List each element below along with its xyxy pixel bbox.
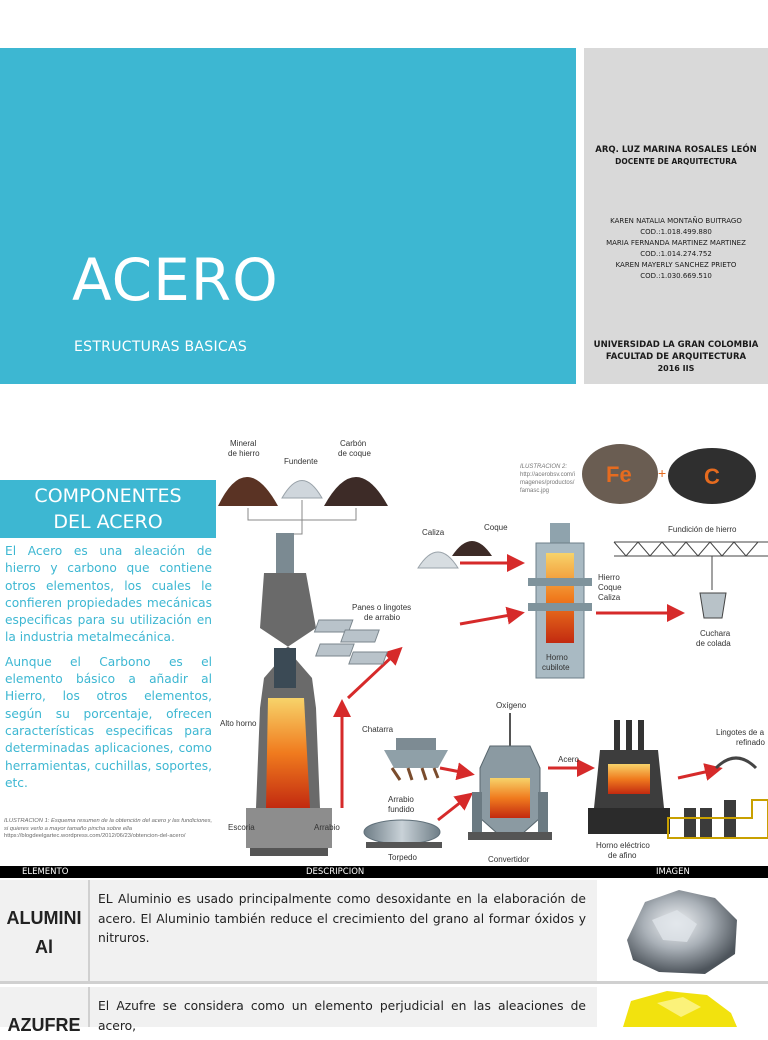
label-mineral: de hierro <box>228 449 260 458</box>
components-paragraph: Aunque el Carbono es el elemento básico a añadir al Hierro, los otros elementos, según su porcentaje, ofrecen características especificas para determinadas aplicaciones, como herramientas, cuchillas, soportes, etc. <box>5 654 212 790</box>
element-name <box>0 987 90 1035</box>
label-chatarra: Chatarra <box>362 725 394 734</box>
students-block <box>584 216 768 282</box>
label-horno-electrico: Horno eléctrico <box>596 841 650 850</box>
faculty-name: FACULTAD DE ARQUITECTURA <box>605 352 747 362</box>
label-oxigeno: Oxígeno <box>496 701 527 710</box>
label-coque2: Coque <box>598 583 622 592</box>
flux-pile <box>282 481 322 499</box>
crane <box>614 542 768 618</box>
label-cuchara: Cuchara <box>700 629 731 638</box>
components-paragraph: El Acero es una aleación de hierro y carbono que contiene otros elementos, los cuales le confieren propiedades mecánicas especificas para su utilización en la industria metalmecánica. <box>5 544 212 645</box>
label-caliza2: Caliza <box>598 593 621 602</box>
label-alto-horno: Alto horno <box>220 719 257 728</box>
element-name-line: AZUFRE <box>7 1015 81 1035</box>
components-heading <box>0 480 216 538</box>
caption-text: ILUSTRACION 2: <box>520 464 568 470</box>
term-label: 2016 IIS <box>657 364 695 373</box>
page-subtitle: ESTRUCTURAS BASICAS <box>74 339 248 355</box>
caption-source-link[interactable]: http://acerobsv.com/imagenes/productos/famasc.jpg <box>520 472 575 494</box>
label-horno: cubilote <box>542 663 570 672</box>
label-lingotes: Lingotes de a <box>716 728 765 737</box>
label-arrabio: Arrabio <box>314 823 340 832</box>
university-name: UNIVERSIDAD LA GRAN COLOMBIA <box>593 340 759 350</box>
element-description: EL Aluminio es usado principalmente como desoxidante en la elaboración de acero. El Aluminio también reduce el crecimiento del grano al formar óxidos y nitruros. <box>98 892 586 945</box>
label-horno-electrico: de afino <box>608 851 637 860</box>
table-row <box>0 987 768 1035</box>
electric-furnace <box>588 720 670 834</box>
label-carbon: Carbón <box>340 439 367 448</box>
caption-text: ILUSTRACION 1: Esquema resumen de la obtención del acero y las fundiciones, si quieres verlo a mayor tamaño pincha sobre ella <box>4 818 213 832</box>
c-symbol: C <box>704 464 720 489</box>
blast-furnace <box>246 533 332 856</box>
label-horno: Horno <box>546 653 568 662</box>
iron-ore-pile <box>218 477 278 506</box>
fe-symbol: Fe <box>606 462 632 487</box>
caption-source-link[interactable]: https://blogdeelgartec.wordpress.com/2012/06/23/obtencion-del-acero/ <box>4 833 186 839</box>
steel-production-diagram <box>216 408 768 868</box>
student-name: KAREN MAYERLY SANCHEZ PRIETO <box>615 261 737 269</box>
scrap-basket <box>384 738 448 780</box>
label-panes: de arrabio <box>364 613 401 622</box>
university-block <box>584 339 768 375</box>
label-escoria: Escoria <box>228 823 255 832</box>
illustration-1-caption <box>4 818 214 841</box>
label-torpedo: Torpedo <box>388 853 417 862</box>
converter <box>468 713 552 840</box>
student-code: COD.:1.018.499.880 <box>640 228 712 236</box>
torpedo-car <box>364 820 442 848</box>
student-code: COD.:1.030.669.510 <box>640 272 712 280</box>
illustration-2-caption <box>520 463 576 495</box>
components-heading-line1: COMPONENTES <box>34 485 182 507</box>
label-arrabio-fundido: Arrabio <box>388 795 414 804</box>
student-name: MARIA FERNANDA MARTINEZ MARTINEZ <box>606 239 746 247</box>
coke-pile <box>324 477 388 506</box>
aluminium-image <box>597 880 768 981</box>
student-name: KAREN NATALIA MONTAÑO BUITRAGO <box>610 217 742 225</box>
professor-name: ARQ. LUZ MARINA ROSALES LEÓN <box>595 145 757 155</box>
label-caliza: Caliza <box>422 528 445 537</box>
svg-text:+: + <box>658 465 667 481</box>
header-description: DESCRIPCION <box>306 867 365 877</box>
label-convertidor: Convertidor <box>488 855 530 864</box>
professor-role: DOCENTE DE ARQUITECTURA <box>615 157 737 166</box>
table-row <box>0 880 768 984</box>
table-header <box>0 866 768 878</box>
caliza-pile <box>418 552 458 568</box>
element-symbol: Al <box>35 937 53 957</box>
student-code: COD.:1.014.274.752 <box>640 250 712 258</box>
label-fundicion: Fundición de hierro <box>668 525 737 534</box>
professor-block <box>584 144 768 168</box>
page-title: ACERO <box>72 246 279 314</box>
label-hierro: Hierro <box>598 573 620 582</box>
label-fundente: Fundente <box>284 457 318 466</box>
label-arrabio-fundido: fundido <box>388 805 415 814</box>
label-mineral: Mineral <box>230 439 257 448</box>
label-cuchara: de colada <box>696 639 731 648</box>
steel-ingots <box>668 758 768 838</box>
label-coque: Coque <box>484 523 508 532</box>
sulfur-image <box>597 987 768 1027</box>
label-panes: Panes o lingotes <box>352 603 412 612</box>
element-description: El Azufre se considera como un elemento perjudicial en las aleaciones de acero, <box>98 999 586 1033</box>
label-carbon: de coque <box>338 449 371 458</box>
title-panel <box>0 48 576 384</box>
coque-pile <box>452 541 492 556</box>
label-lingotes: refinado <box>736 738 765 747</box>
label-acero: Acero <box>558 755 579 764</box>
author-info-panel <box>584 48 768 384</box>
fe-carbon-photo <box>580 436 768 514</box>
element-name-line: ALUMINI <box>6 908 82 928</box>
components-text <box>5 543 212 799</box>
header-image: IMAGEN <box>656 867 690 877</box>
components-heading-line2: DEL ACERO <box>53 511 163 533</box>
element-name <box>0 880 90 981</box>
header-element: ELEMENTO <box>22 867 69 877</box>
pig-iron-ingots <box>314 620 387 664</box>
